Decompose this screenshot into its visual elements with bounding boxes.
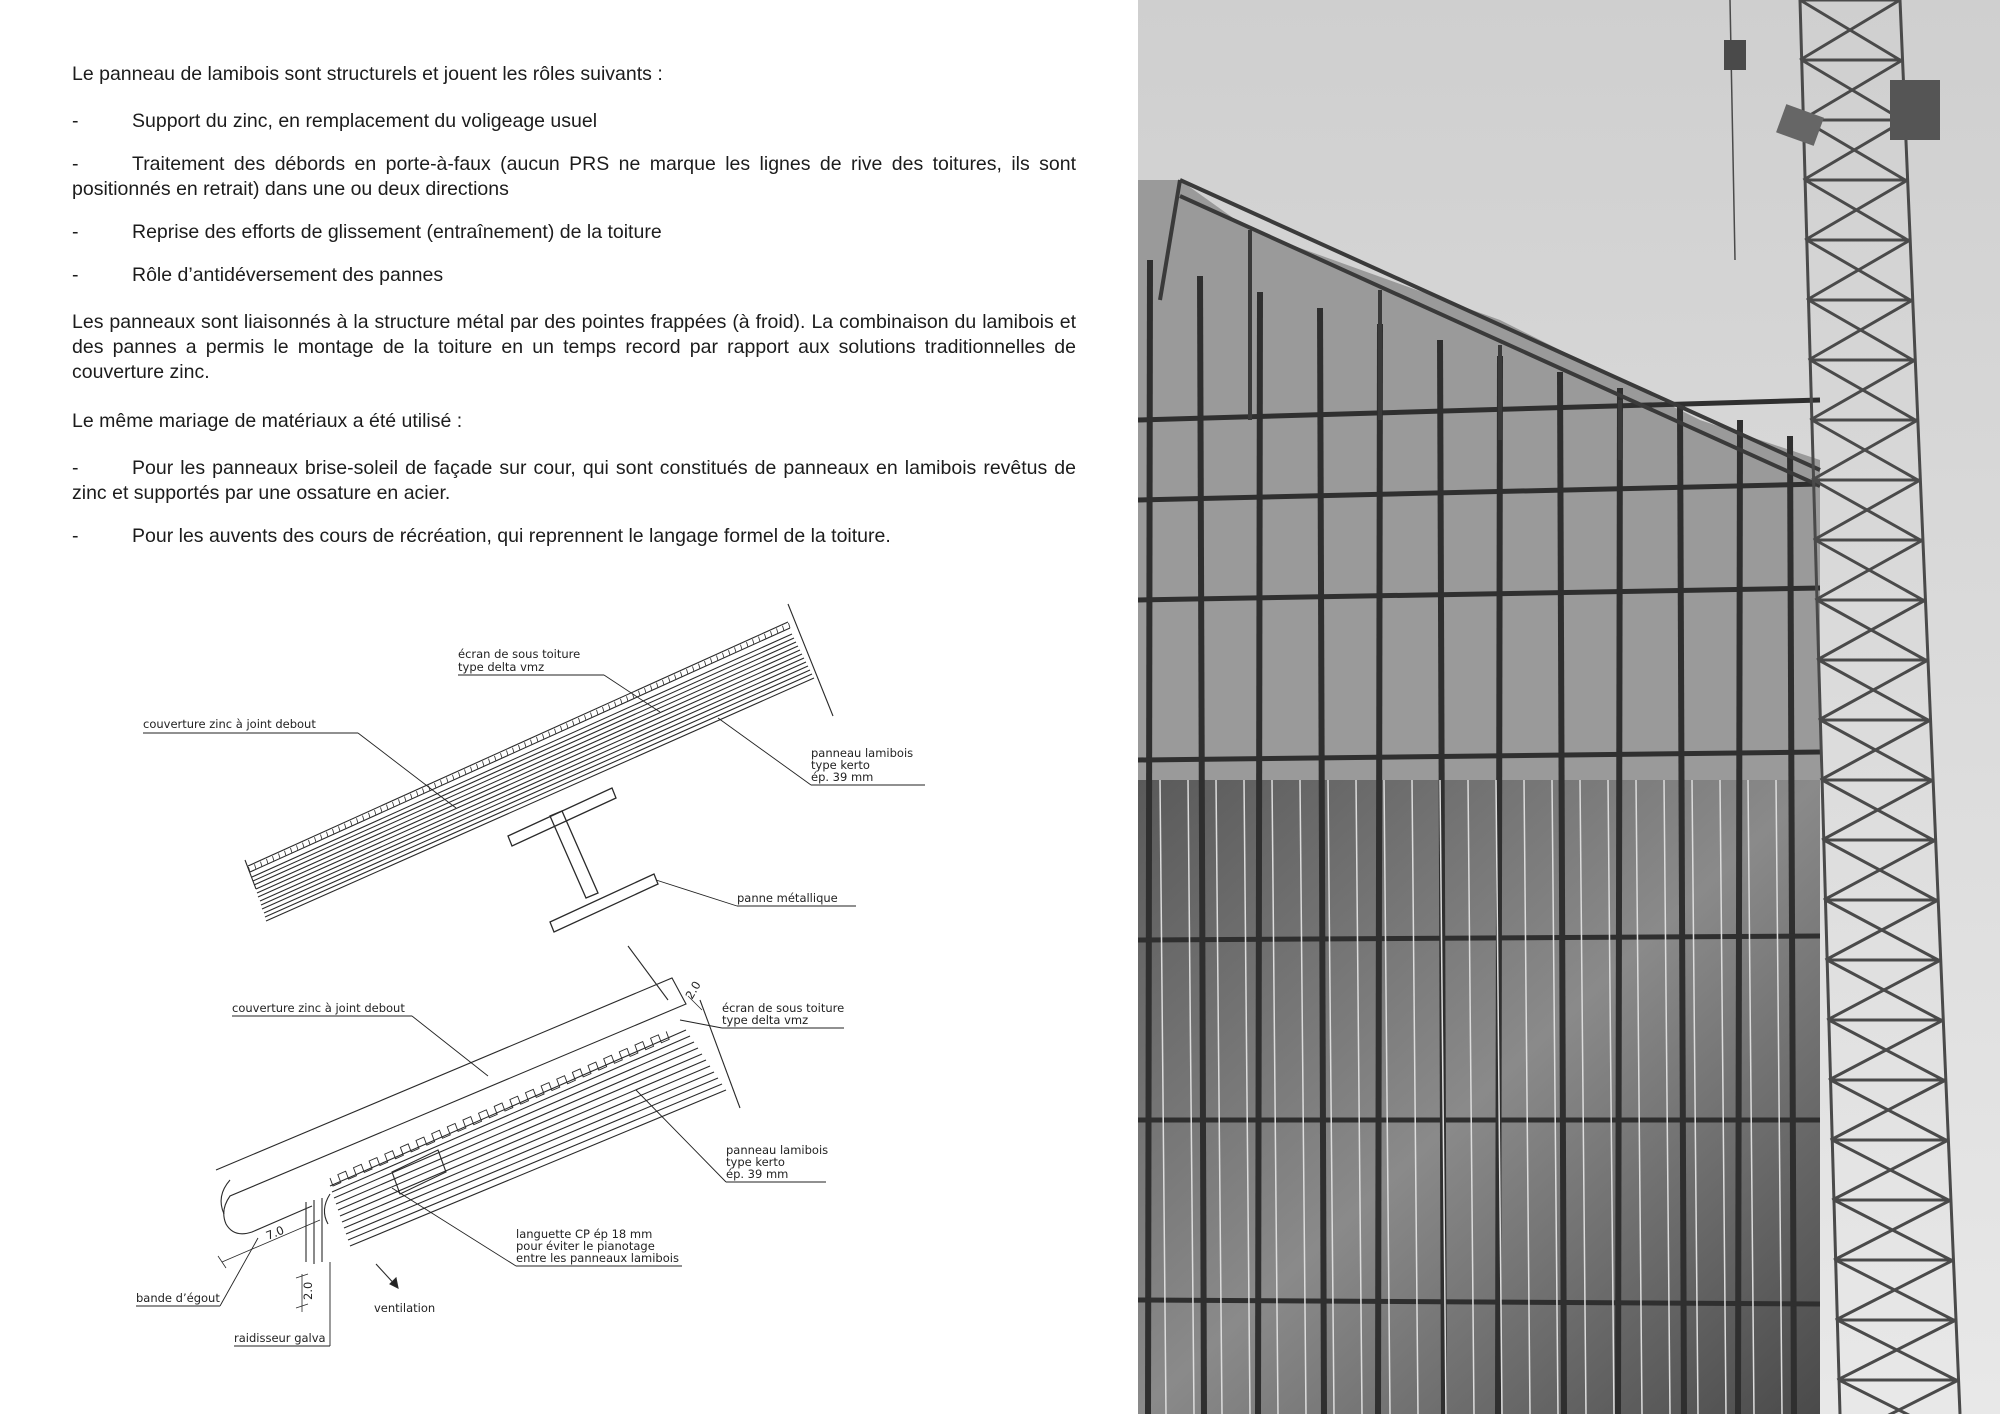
dash: - xyxy=(72,153,79,175)
end-line xyxy=(628,946,668,1000)
list-item-text: Traitement des débords en porte-à-faux (aucun PRS ne marque les lignes de rive des toitures, ils sont positionnés en retrait) dans une ou deux directions xyxy=(72,153,1076,200)
label-panneau-type: type kerto xyxy=(811,758,870,772)
text-column xyxy=(72,62,1076,567)
label-panneau-type-2: type kerto xyxy=(726,1155,785,1169)
roles-list xyxy=(72,109,1076,288)
label-ecran-type: type delta vmz xyxy=(458,660,545,674)
label-couverture-2: couverture zinc à joint debout xyxy=(232,1001,405,1015)
construction-photo xyxy=(1138,0,2000,1414)
dim-label-70: 7.0 xyxy=(263,1222,287,1243)
intro-paragraph: Le panneau de lamibois sont structurels et jouent les rôles suivants : xyxy=(72,63,663,85)
list-item-text: Pour les auvents des cours de récréation, qui reprennent le langage formel de la toiture. xyxy=(132,525,891,547)
dash: - xyxy=(72,221,79,243)
list-item-text: Reprise des efforts de glissement (entraînement) de la toiture xyxy=(132,221,662,243)
stiffener-curve xyxy=(324,1194,330,1224)
uses-list xyxy=(72,456,1076,549)
list-item xyxy=(72,109,1076,134)
label-panne: panne métallique xyxy=(737,891,838,905)
list-item xyxy=(72,456,1076,506)
dim-label-top: 2.0 xyxy=(682,978,704,1002)
label-ecran-type-2: type delta vmz xyxy=(722,1013,809,1027)
label-ecran-2: écran de sous toiture xyxy=(722,1001,845,1015)
panel-edge-line xyxy=(788,604,833,716)
list-item xyxy=(72,152,1076,202)
list-item-text: Pour les panneaux brise-soleil de façade sur cour, qui sont constitués de panneaux en lamibois revêtus de zinc et supportés par une ossature en acier. xyxy=(72,457,1076,504)
label-panneau-2: panneau lamibois xyxy=(726,1143,829,1157)
dash: - xyxy=(72,525,79,547)
label-languette: languette CP ép 18 mm xyxy=(516,1227,653,1241)
same-materials-paragraph: Le même mariage de matériaux a été utilisé : xyxy=(72,410,463,432)
label-panneau-ep: ép. 39 mm xyxy=(811,770,874,784)
label-ecran: écran de sous toiture xyxy=(458,647,581,661)
label-languette-2: pour éviter le pianotage xyxy=(516,1239,655,1253)
list-item-text: Rôle d’antidéversement des pannes xyxy=(132,264,444,286)
label-couverture: couverture zinc à joint debout xyxy=(143,717,316,731)
detail-2-labels xyxy=(136,979,844,1346)
lamibois-panel-lines xyxy=(330,1030,726,1246)
dim-label-20: 2.0 xyxy=(301,1281,315,1300)
lamibois-panel-lines xyxy=(252,634,814,921)
roof-detail-drawings xyxy=(120,596,960,1356)
list-item xyxy=(72,220,1076,245)
dash: - xyxy=(72,110,79,132)
dash: - xyxy=(72,264,79,286)
assembly-paragraph: Les panneaux sont liaisonnés à la structure métal par des pointes frappées (à froid). La combinaison du lamibois et des pannes a permis le montage de la toiture en un temps record par rapport aux solutions traditionnelles de couverture zinc. xyxy=(72,311,1076,383)
ventilation-arrow-head xyxy=(390,1278,398,1288)
dash: - xyxy=(72,457,79,479)
label-raidisseur: raidisseur galva xyxy=(234,1331,326,1345)
list-item-text: Support du zinc, en remplacement du voligeage usuel xyxy=(132,110,598,132)
label-bande: bande d’égout xyxy=(136,1291,220,1305)
label-panneau: panneau lamibois xyxy=(811,746,914,760)
label-panneau-ep-2: ép. 39 mm xyxy=(726,1167,789,1181)
list-item xyxy=(72,524,1076,549)
label-ventilation: ventilation xyxy=(374,1301,436,1315)
list-item xyxy=(72,263,1076,288)
glass-facade xyxy=(1138,780,1820,1414)
purlin-i-beam xyxy=(508,788,658,932)
label-languette-3: entre les panneaux lamibois xyxy=(516,1251,679,1265)
